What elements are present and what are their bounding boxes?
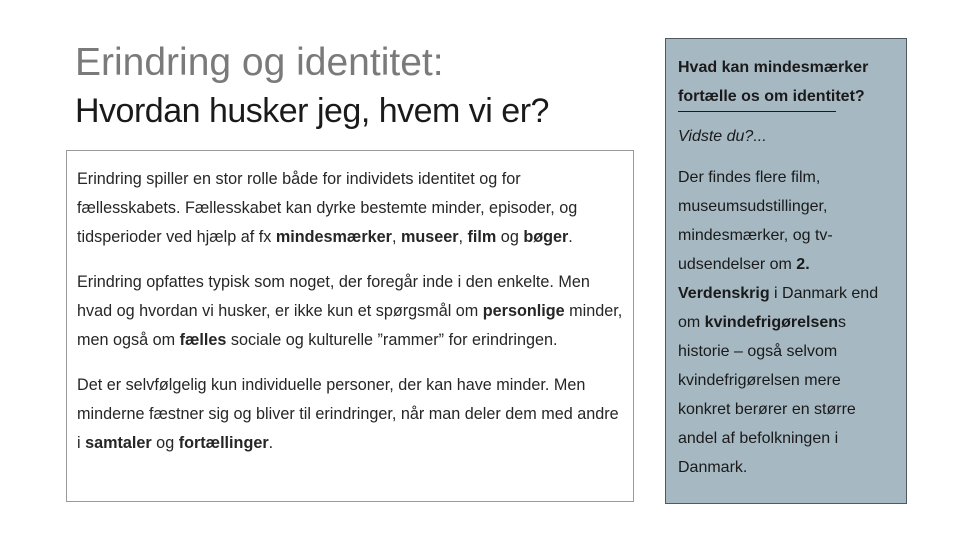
p3-text-3: . bbox=[268, 434, 274, 452]
p1-bold-mindesmaerker: mindesmærker bbox=[275, 228, 392, 246]
side-text-1: Der findes flere film, museumsudstillinger, mindesmærker, og tv-udsendelser om bbox=[678, 169, 833, 273]
p1-text-5: . bbox=[568, 228, 573, 246]
paragraph-1 bbox=[77, 165, 623, 252]
p3-text-1: Det er selvfølgelig kun individuelle personer, der kan have minder. Men minderne fæstner sig og bliver til erindringer, når man deler dem med andre i bbox=[77, 376, 619, 452]
p2-bold-faelles: fælles bbox=[179, 331, 227, 349]
p1-text-1: Erindring spiller en stor rolle både for individets identitet og for fællesskabets. Fællesskabet kan dyrke bestemte minder, episoder, og tidsperioder ved hjælp af fx bbox=[77, 170, 578, 246]
side-bold-verdenskrig: 2. Verdenskrig bbox=[678, 256, 810, 302]
page-title-line2: Hvordan husker jeg, hvem vi er? bbox=[75, 92, 549, 130]
p3-text-2: og bbox=[151, 434, 179, 452]
paragraph-2 bbox=[77, 268, 623, 355]
p2-text-1: Erindring opfattes typisk som noget, der foregår inde i den enkelte. Men hvad og hvordan vi husker, er ikke kun et spørgsmål om bbox=[77, 273, 590, 320]
side-question: Hvad kan mindesmærker fortælle os om identitet? bbox=[678, 59, 869, 105]
p1-text-3: , bbox=[458, 228, 468, 246]
p1-text-2: , bbox=[391, 228, 401, 246]
side-text-2: i Danmark end om bbox=[678, 285, 879, 331]
p1-bold-boeger: bøger bbox=[523, 228, 569, 246]
side-bold-kvindefrigoerelsen: kvindefrigørelsen bbox=[704, 314, 839, 331]
p1-text-4: og bbox=[496, 228, 524, 246]
page-title-line1: Erindring og identitet: bbox=[75, 41, 444, 84]
side-text-3: s historie – også selvom kvindefrigørelsen mere konkret berører en større andel af befolkningen i Danmark. bbox=[678, 314, 856, 476]
side-body-text bbox=[678, 163, 896, 482]
side-box bbox=[665, 38, 907, 504]
p2-text-2: minder, men også om bbox=[77, 302, 623, 349]
p3-bold-fortaellinger: fortællinger bbox=[178, 434, 269, 452]
p3-bold-samtaler: samtaler bbox=[85, 434, 152, 452]
main-text-box bbox=[66, 150, 634, 502]
answer-line bbox=[678, 111, 836, 112]
p2-text-3: sociale og kulturelle ”rammer” for erindringen. bbox=[226, 331, 558, 349]
p2-bold-personlige: personlige bbox=[482, 302, 565, 320]
vidste-du-heading: Vidste du?... bbox=[678, 128, 767, 145]
p1-bold-museer: museer bbox=[400, 228, 459, 246]
paragraph-3 bbox=[77, 371, 623, 458]
p1-bold-film: film bbox=[467, 228, 497, 246]
